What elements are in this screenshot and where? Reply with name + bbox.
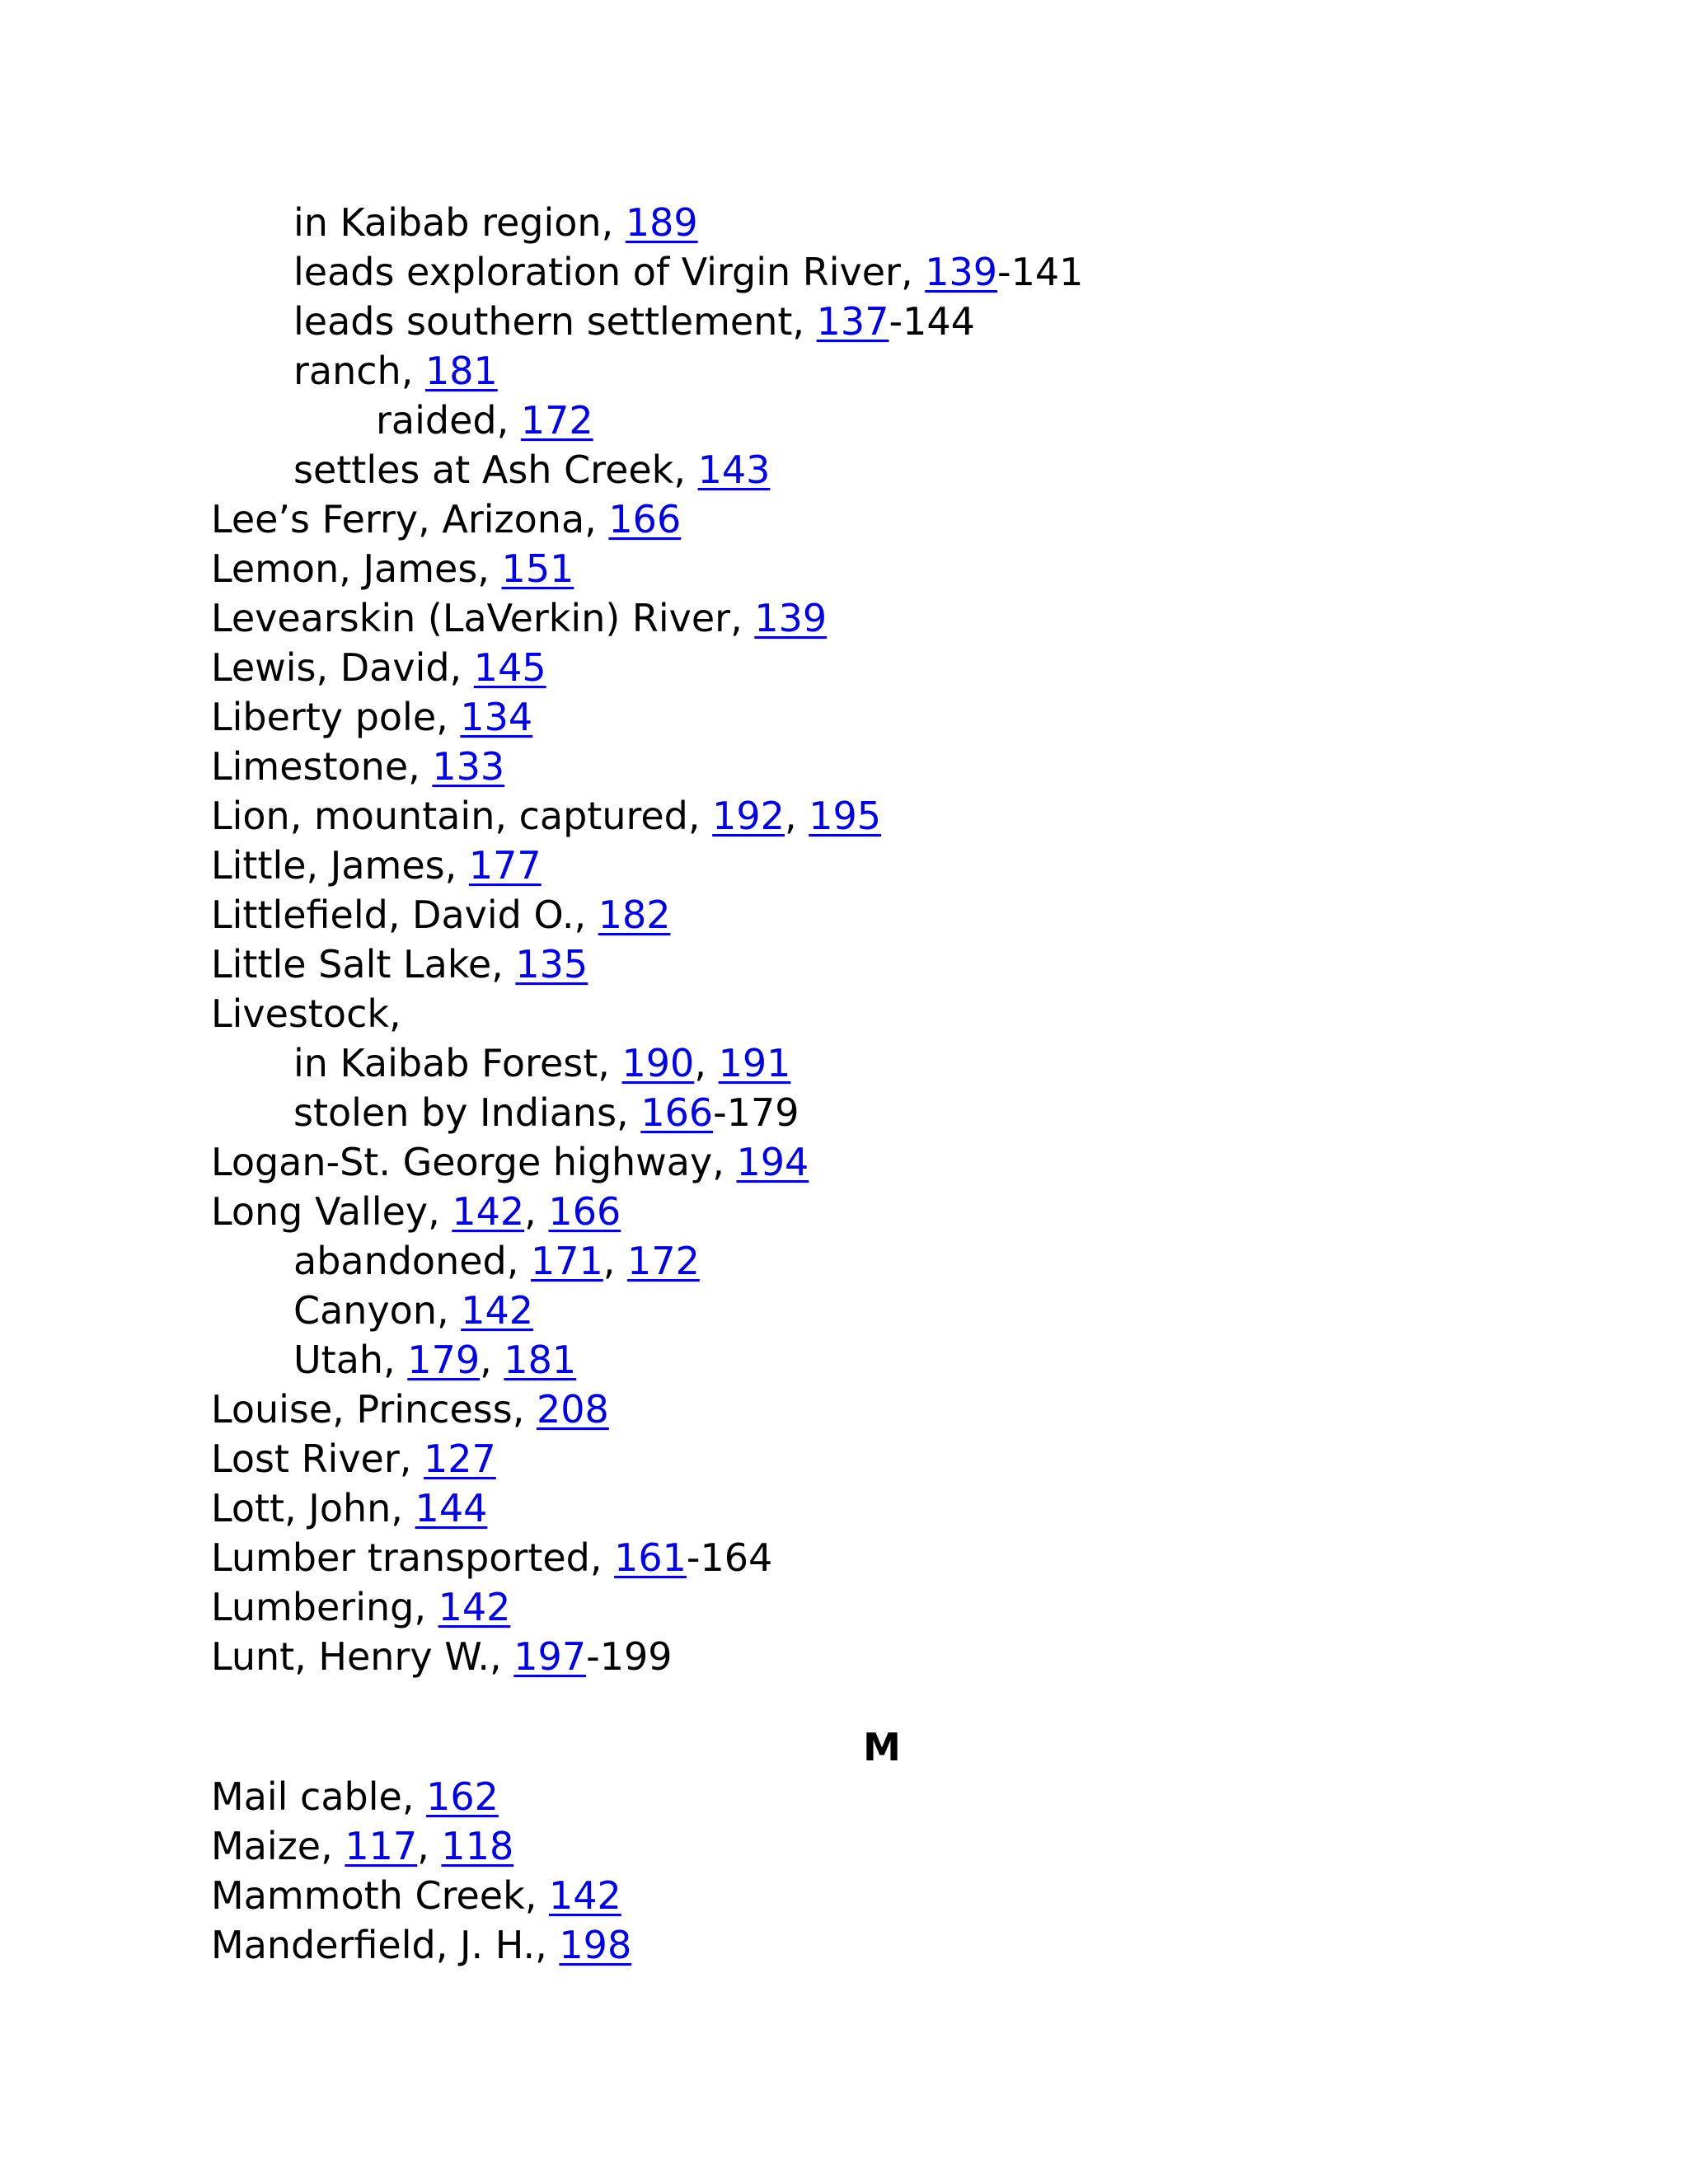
index-subentry [211,1335,1530,1385]
index-subentry [211,1286,1530,1335]
page-link[interactable]: 198 [559,1923,632,1967]
page-link[interactable]: 134 [460,695,533,739]
entry-label: Mammoth Creek, [211,1873,549,1918]
index-subentry [211,198,1530,247]
page-range-suffix: -199 [586,1634,673,1679]
link-separator: , [784,794,809,838]
index-entry [211,1772,1530,1821]
page-link[interactable]: 190 [621,1041,695,1085]
index-subentry [211,1088,1530,1137]
entry-label: in Kaibab region, [293,200,626,245]
index-entry [211,544,1530,593]
index-entry [211,494,1530,544]
index-entry [211,1434,1530,1483]
entry-label: Manderfield, J. H., [211,1923,560,1967]
index-subentry [211,297,1530,346]
index-entry [211,791,1530,841]
entry-label: Lewis, David, [211,645,474,690]
entry-label: leads exploration of Virgin River, [293,250,926,294]
page-range-suffix: -164 [686,1535,773,1580]
index-subentry [211,396,1530,445]
entry-label: stolen by Indians, [293,1090,641,1135]
page-link[interactable]: 127 [424,1436,496,1481]
index-subentry [211,445,1530,494]
index-entry [211,1533,1530,1582]
index-entry [211,1871,1530,1920]
entry-label: Liberty pole, [211,695,461,739]
index-entry [211,1632,1530,1681]
index-entry [211,692,1530,742]
page-link[interactable]: 166 [608,497,682,541]
page-link[interactable]: 197 [513,1634,587,1679]
index-entry [211,742,1530,791]
entry-label: Little Salt Lake, [211,942,516,987]
entry-label: Lee’s Ferry, Arizona, [211,497,609,541]
entry-label: Little, James, [211,843,469,888]
page-link[interactable]: 133 [432,744,505,789]
page-link[interactable]: 135 [515,942,588,987]
entry-label: Limestone, [211,744,433,789]
page-link[interactable]: 142 [452,1189,525,1234]
page-link[interactable]: 189 [625,200,698,245]
entry-label: Lumber transported, [211,1535,615,1580]
page-link[interactable]: 177 [468,843,542,888]
page-range-suffix: -179 [713,1090,799,1135]
entry-label: Lunt, Henry W., [211,1634,514,1679]
entry-label: Levearskin (LaVerkin) River, [211,596,755,640]
entry-label: Lemon, James, [211,546,502,591]
entry-label: Mail cable, [211,1774,427,1819]
page-link[interactable]: 161 [614,1535,687,1580]
entry-label: leads southern settlement, [293,299,817,344]
index-entry [211,890,1530,940]
page-link[interactable]: 142 [461,1288,534,1333]
section-heading-m: M [863,1725,901,1769]
page-link[interactable]: 166 [548,1189,621,1234]
page-link[interactable]: 142 [438,1585,511,1629]
index-entry [211,1582,1530,1632]
page-link[interactable]: 179 [407,1338,481,1382]
page-link[interactable]: 208 [536,1387,609,1432]
page-link[interactable]: 172 [627,1239,700,1283]
page-range-suffix: -144 [889,299,975,344]
page-link[interactable]: 172 [520,398,593,443]
page-link[interactable]: 166 [640,1090,714,1135]
index-entry [211,1385,1530,1434]
entry-label: settles at Ash Creek, [293,448,698,492]
page-link[interactable]: 118 [441,1824,514,1868]
page-link[interactable]: 195 [809,794,882,838]
page-link[interactable]: 144 [415,1486,488,1530]
entry-label: Maize, [211,1824,345,1868]
link-separator: , [480,1338,504,1382]
entry-label: Long Valley, [211,1189,452,1234]
index-subentry [211,1236,1530,1286]
index-entry [211,841,1530,890]
index-entry [211,643,1530,692]
index-entry [211,1187,1530,1236]
entry-label: Louise, Princess, [211,1387,537,1432]
index-entry [211,1821,1530,1871]
page-link[interactable]: 145 [473,645,546,690]
index-entry [211,989,1530,1038]
page-link[interactable]: 139 [925,250,998,294]
entry-label: Logan-St. George highway, [211,1140,737,1184]
page-link[interactable]: 162 [426,1774,499,1819]
page-link[interactable]: 194 [736,1140,809,1184]
entry-label: Utah, [293,1338,408,1382]
entry-label: Lion, mountain, captured, [211,794,713,838]
index-subentry [211,346,1530,396]
index-entry [211,940,1530,989]
page-link[interactable]: 192 [712,794,785,838]
link-separator: , [694,1041,719,1085]
entry-label: raided, [376,398,521,443]
index-entry [211,593,1530,643]
entry-label: Livestock, [211,991,401,1036]
index-entry [211,1920,1530,1970]
entry-label: Littlefield, David O., [211,893,598,937]
index-entry [211,1483,1530,1533]
page-link[interactable]: 151 [501,546,574,591]
index-entries-m [211,1772,1530,1970]
link-separator: , [417,1824,442,1868]
entry-label: in Kaibab Forest, [293,1041,622,1085]
page-link[interactable]: 182 [598,893,671,937]
index-subentry [211,1038,1530,1088]
entry-label: abandoned, [293,1239,531,1283]
entry-label: Lost River, [211,1436,424,1481]
page-link[interactable]: 117 [345,1824,418,1868]
link-separator: , [524,1189,549,1234]
page-link[interactable]: 142 [548,1873,621,1918]
page-range-suffix: -141 [997,250,1084,294]
page-link[interactable]: 139 [754,596,828,640]
page-link[interactable]: 143 [697,448,771,492]
page-link[interactable]: 171 [530,1239,603,1283]
index-subentry [211,247,1530,297]
link-separator: , [603,1239,628,1283]
index-entries-l [211,198,1530,1681]
page-link[interactable]: 137 [816,299,889,344]
entry-label: ranch, [293,349,425,393]
page-link[interactable]: 181 [424,349,498,393]
entry-label: Canyon, [293,1288,462,1333]
entry-label: Lumbering, [211,1585,438,1629]
page-link[interactable]: 191 [718,1041,791,1085]
entry-label: Lott, John, [211,1486,415,1530]
page-link[interactable]: 181 [504,1338,577,1382]
index-entry [211,1137,1530,1187]
